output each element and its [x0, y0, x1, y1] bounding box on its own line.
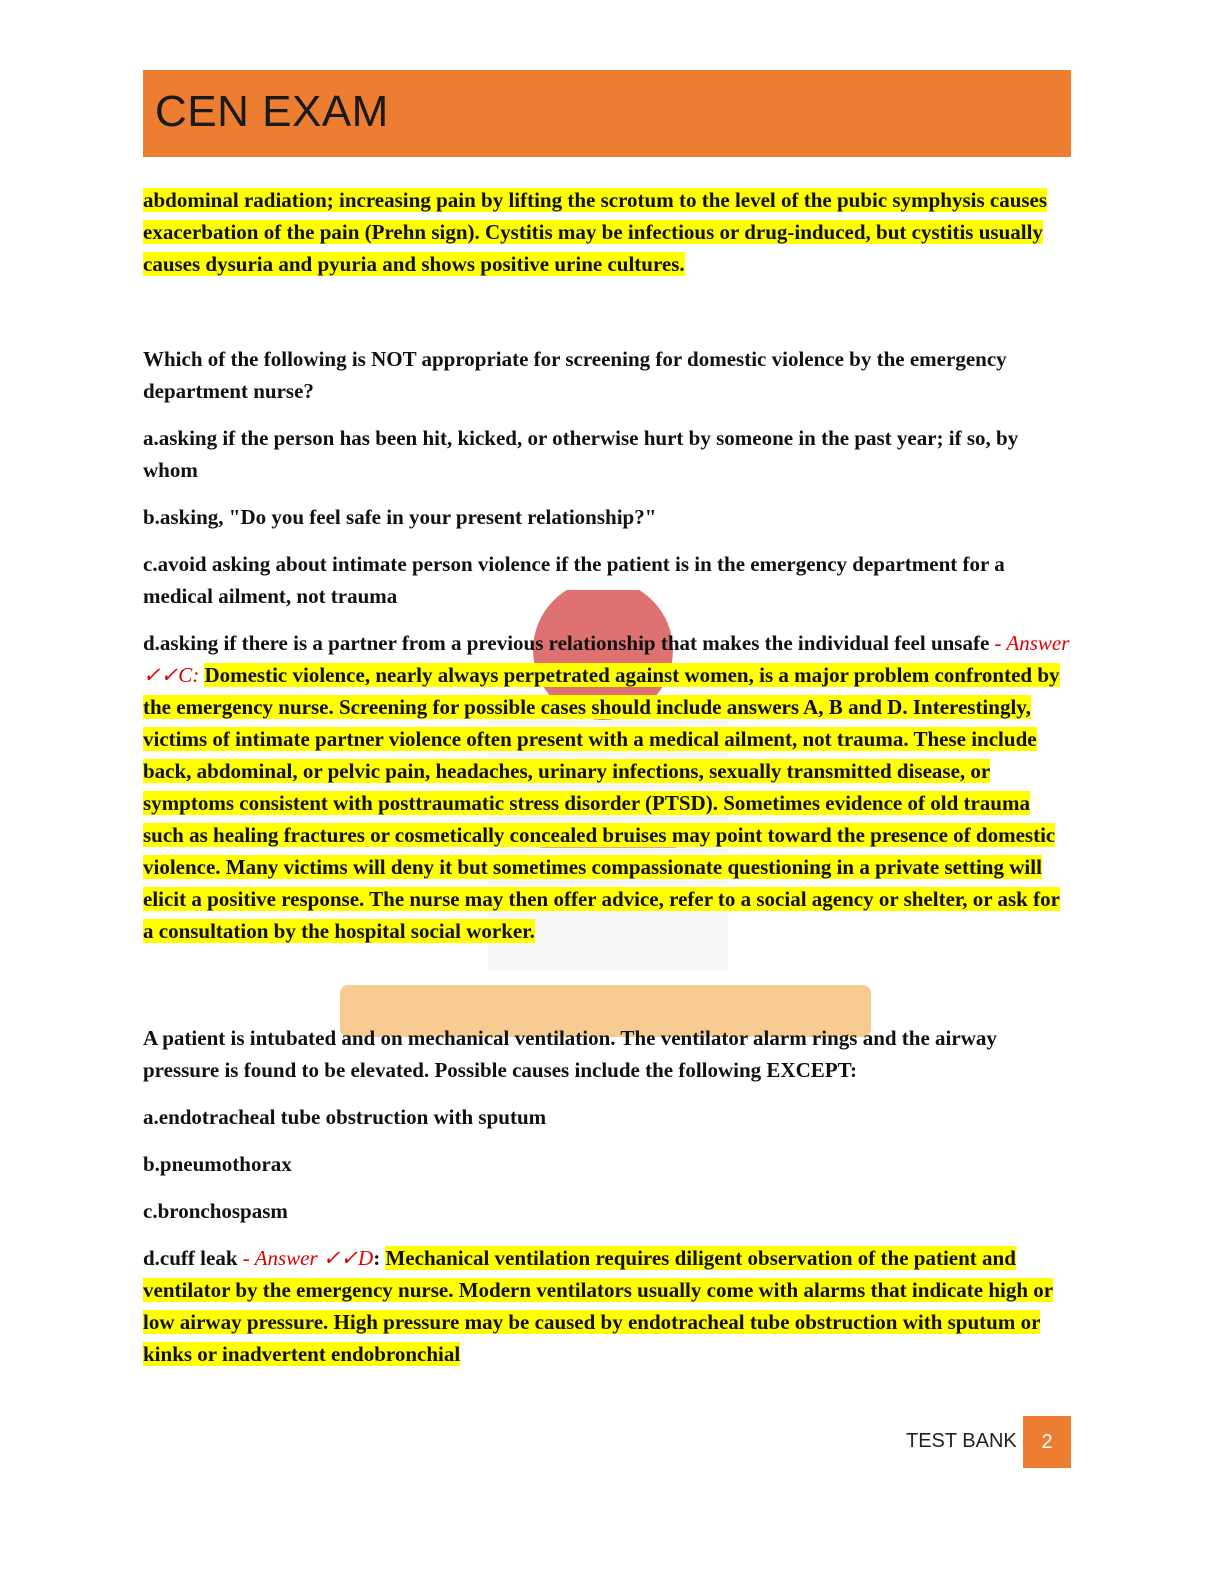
footer-label: TEST BANK	[906, 1430, 1017, 1452]
q2-explanation: Mechanical ventilation requires diligent observation of the patient and ventilator by the emergency nurse. Modern ventilators usually come with alarms that indicate high or low airway pressure. High pressure may be caused by endotracheal tube obstruction with sputum or kinks or inadvertent endobronchial	[143, 1246, 1054, 1366]
q1-option-d: d.asking if there is a partner from a previous relationship that makes the individual feel unsafe	[143, 631, 990, 655]
header-band	[143, 70, 1071, 157]
intro-paragraph	[143, 184, 1071, 280]
page-title: CEN EXAM	[155, 87, 389, 136]
q2-answer-label: - Answer ✓✓D	[237, 1246, 374, 1270]
document-body	[143, 184, 1071, 1385]
q1-question: Which of the following is NOT appropriate for screening for domestic violence by the emergency department nurse?	[143, 347, 1007, 403]
q2-option-d: d.cuff leak	[143, 1246, 238, 1270]
q2-option-a: a.endotracheal tube obstruction with sputum	[143, 1105, 547, 1129]
spacer	[143, 962, 1071, 1022]
q1-option-d-paragraph	[143, 627, 1071, 947]
q1-option-c: c.avoid asking about intimate person violence if the patient is in the emergency department for a medical ailment, not trauma	[143, 552, 1005, 608]
q2-answer-colon: :	[373, 1246, 386, 1270]
q2-option-c: c.bronchospasm	[143, 1199, 288, 1223]
spacer	[143, 295, 1071, 343]
q1-option-b: b.asking, "Do you feel safe in your present relationship?"	[143, 505, 657, 529]
q1-explanation: Domestic violence, nearly always perpetrated against women, is a major problem confronted by the emergency nurse. Screening for possible cases should include answers A, B and D. Interestingly, victims of intimate partner violence often present with a medical ailment, not trauma. These include back, abdominal, or pelvic pain, headaches, urinary infections, sexually transmitted disease, or symptoms consistent with posttraumatic stress disorder (PTSD). Sometimes evidence of old trauma such as healing fractures or cosmetically concealed bruises may point toward the presence of domestic violence. Many victims will deny it but sometimes compassionate questioning in a private setting will elicit a positive response. The nurse may then offer advice, refer to a social agency or shelter, or ask for a consultation by the hospital social worker.	[143, 663, 1060, 943]
q2-question: A patient is intubated and on mechanical ventilation. The ventilator alarm rings and the airway pressure is found to be elevated. Possible causes include the following EXCEPT:	[143, 1026, 997, 1082]
intro-text: abdominal radiation; increasing pain by lifting the scrotum to the level of the pubic symphysis causes exacerbation of the pain (Prehn sign). Cystitis may be infectious or drug-induced, but cystitis usually causes dysuria and pyuria and shows positive urine cultures.	[143, 188, 1048, 276]
q2-option-b: b.pneumothorax	[143, 1152, 292, 1176]
page-number-badge: 2	[1023, 1416, 1071, 1468]
q2-option-d-paragraph	[143, 1242, 1071, 1370]
q1-answer-label: - Answer ✓✓C:	[143, 631, 1070, 687]
q1-option-a: a.asking if the person has been hit, kicked, or otherwise hurt by someone in the past year; if so, by whom	[143, 426, 1019, 482]
